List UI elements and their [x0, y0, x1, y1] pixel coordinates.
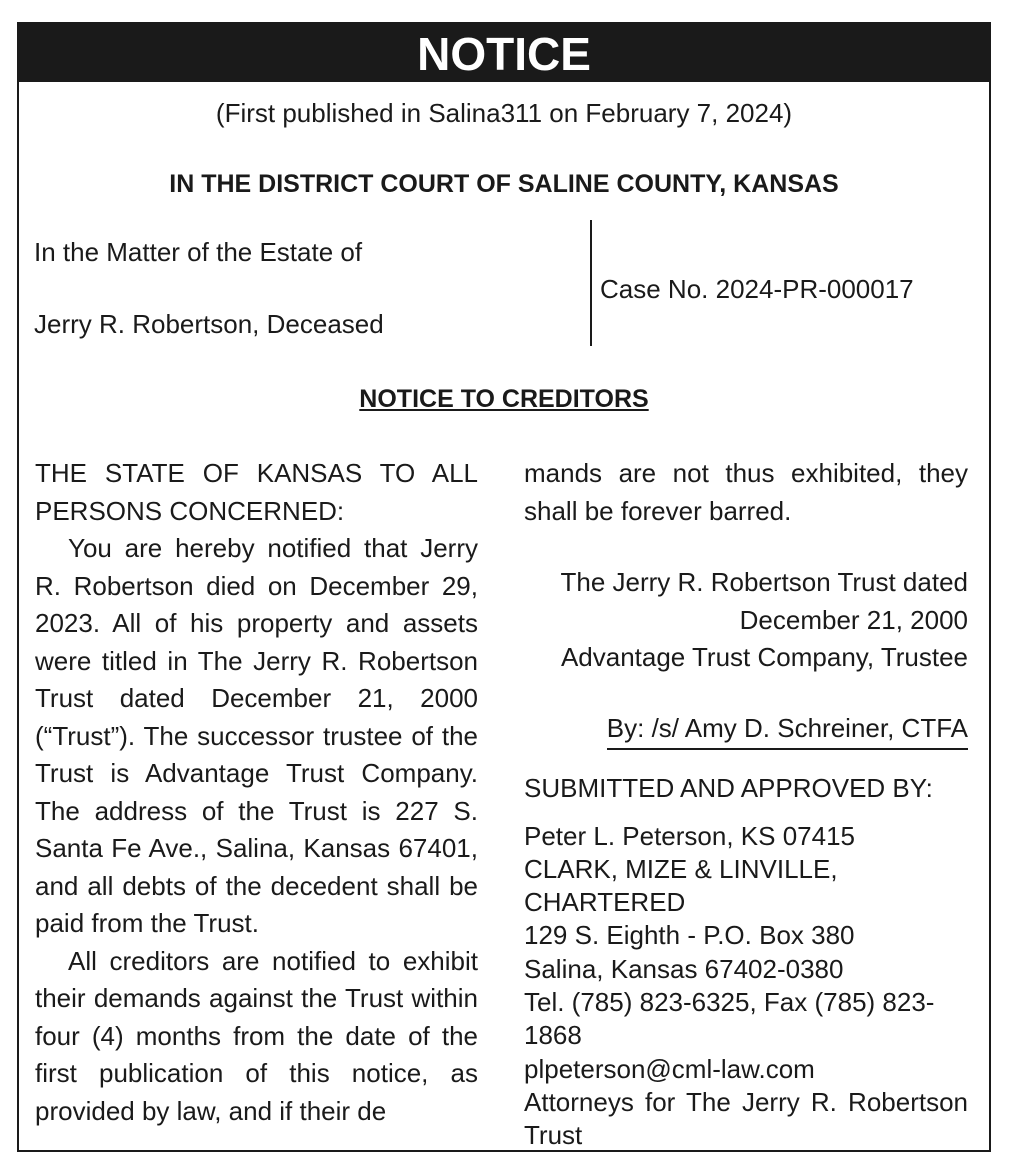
notice-heading: NOTICE TO CREDITORS [359, 385, 649, 413]
attorney-line: Trust [524, 1120, 583, 1151]
body-paragraph-1: THE STATE OF KANSAS TO ALL PERSONS CONCERNED: [35, 458, 478, 526]
matter-line-2: Jerry R. Robertson, Deceased [34, 309, 384, 339]
attorney-line: 129 S. Eighth - P.O. Box 380 [524, 920, 855, 951]
matter-line-1: In the Matter of the Estate of [34, 237, 363, 267]
signature-line: By: /s/ Amy D. Schreiner, CTFA [607, 710, 968, 751]
attorney-line: CLARK, MIZE & LINVILLE, [524, 853, 838, 884]
notice-banner: NOTICE [19, 24, 989, 82]
body-right-column [524, 455, 968, 1152]
trust-name-line: The Jerry R. Robertson Trust dated [560, 567, 968, 597]
attorney-line: Tel. (785) 823-6325, Fax (785) 823-1868 [524, 986, 935, 1051]
case-number: Case No. 2024-PR-000017 [600, 274, 914, 304]
attorney-line: Peter L. Peterson, KS 07415 [524, 820, 855, 851]
attorney-line: CHARTERED [524, 887, 686, 918]
trustee-line: Advantage Trust Company, Trustee [560, 642, 968, 672]
trust-date-line: December 21, 2000 [739, 604, 968, 635]
attorney-line: Salina, Kansas 67402-0380 [524, 953, 844, 984]
attorney-email: plpeterson@cml-law.com [524, 1053, 815, 1084]
case-divider [590, 220, 592, 346]
body-paragraph-3-continued: mands are not thus exhibited, they shall be forever barred. [524, 458, 968, 526]
attorney-line: Attorneys for The Jerry R. Robertson [524, 1086, 968, 1117]
body-left-column [35, 455, 478, 1130]
body-paragraph-2: You are hereby notified that Jerry R. Robertson died on December 29, 2023. All of his property and assets were titled in The Jerry R. Robertson Trust dated December 21, 2000 (“Trust”). The successor trustee of the Trust is Advantage Trust Company. The address of the Trust is 227 S. Santa Fe Ave., Salina, Kansas 67401, and all debts of the decedent shall be paid from the Trust. [35, 533, 478, 938]
notice-frame [17, 22, 991, 1152]
court-title: IN THE DISTRICT COURT OF SALINE COUNTY, KANSAS [169, 170, 839, 198]
submitted-label: SUBMITTED AND APPROVED BY: [524, 773, 933, 803]
publication-line: (First published in Salina311 on February 7, 2024) [215, 98, 793, 128]
body-paragraph-3: All creditors are notified to exhibit their demands against the Trust within four (4) months from the date of the first publication of this notice, as provided by law, and if their de [35, 945, 478, 1126]
attorney-block [524, 820, 968, 1153]
